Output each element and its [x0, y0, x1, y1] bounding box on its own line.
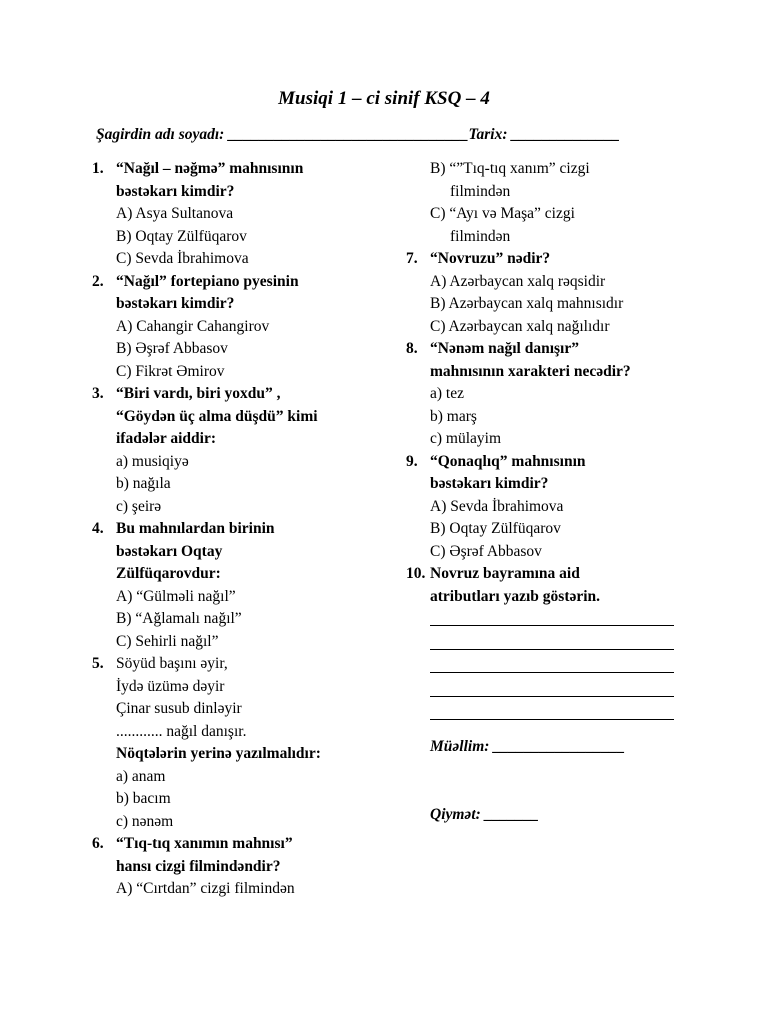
question-5	[92, 653, 392, 676]
answer-option[interactable]: B) Oqtay Zülfüqarov	[430, 520, 561, 537]
question-number: 6.	[92, 835, 104, 852]
question-text: Novruz bayramına aid	[430, 565, 580, 582]
answer-option[interactable]: a) tez	[430, 385, 464, 402]
question-number: 1.	[92, 160, 104, 177]
question-text: “Nağıl” fortepiano pyesinin	[116, 272, 299, 290]
answer-option[interactable]: C) Azərbaycan xalq nağılıdır	[430, 317, 610, 335]
answer-line[interactable]	[430, 632, 674, 650]
question-6	[92, 833, 392, 856]
answer-option[interactable]: C) Fikrət Əmirov	[116, 362, 225, 380]
question-text: “Novruzu” nədir?	[430, 250, 551, 267]
answer-option[interactable]: A) “Cırtdan” cizgi filmindən	[116, 880, 295, 897]
date-field[interactable]: ______________	[511, 126, 620, 143]
question-text: Nöqtələrin yerinə yazılmalıdır:	[116, 745, 321, 762]
question-1	[92, 158, 392, 181]
question-4	[92, 518, 392, 541]
question-number: 10.	[406, 565, 426, 582]
question-number: 7.	[406, 250, 418, 267]
question-number: 2.	[92, 272, 104, 290]
student-info-line	[96, 126, 620, 144]
answer-option[interactable]: b) nağıla	[116, 475, 171, 492]
date-label: Tarix:	[468, 126, 512, 143]
question-text: bəstəkarı kimdir?	[116, 295, 235, 312]
question-text: bəstəkarı Oqtay	[116, 542, 223, 560]
page-title: Musiqi 1 – ci sinif KSQ – 4	[278, 88, 490, 109]
answer-line[interactable]	[430, 655, 674, 673]
answer-option[interactable]: a) anam	[116, 767, 166, 785]
question-number: 8.	[406, 340, 418, 357]
question-number: 9.	[406, 452, 418, 470]
answer-option[interactable]: c) şeirə	[116, 497, 162, 515]
grade-field[interactable]: _______	[484, 805, 539, 823]
question-text: atributları yazıb göstərin.	[430, 587, 601, 605]
answer-option[interactable]: A) Azərbaycan xalq rəqsidir	[430, 272, 606, 290]
question-text: “Göydən üç alma düşdü” kimi	[116, 407, 318, 425]
grade-line	[406, 804, 696, 827]
teacher-line	[406, 736, 696, 759]
answer-line[interactable]	[430, 702, 674, 720]
question-number: 3.	[92, 385, 104, 402]
question-text: “Biri vardı, biri yoxdu” ,	[116, 385, 281, 402]
answer-option[interactable]: B) Əşrəf Abbasov	[116, 340, 228, 357]
answer-option[interactable]: A) Cahangir Cahangirov	[116, 317, 270, 335]
answer-option[interactable]: B) “”Tıq-tıq xanım” cizgi	[430, 160, 590, 177]
answer-option[interactable]: B) “Ağlamalı nağıl”	[116, 610, 242, 627]
answer-option[interactable]: b) marş	[430, 407, 477, 425]
answer-option[interactable]: C) “Ayı və Maşa” cizgi	[430, 205, 575, 222]
answer-option[interactable]: b) bacım	[116, 790, 171, 807]
question-3	[92, 383, 392, 406]
name-label: Şagirdin adı soyadı:	[96, 126, 229, 143]
teacher-field[interactable]: _________________	[493, 738, 626, 755]
right-column	[406, 158, 696, 826]
answer-option-continued: filmindən	[450, 227, 511, 245]
answer-option[interactable]: A) “Gülməli nağıl”	[116, 587, 236, 605]
question-8	[406, 338, 696, 361]
answer-option[interactable]: c) mülayim	[430, 430, 502, 447]
question-text: Bu mahnılardan birinin	[116, 520, 275, 537]
question-text: “Qonaqlıq” mahnısının	[430, 452, 586, 470]
question-text: mahnısının xarakteri necədir?	[430, 362, 631, 380]
answer-option[interactable]: B) Azərbaycan xalq mahnısıdır	[430, 295, 624, 312]
answer-option[interactable]: C) Sevda İbrahimova	[116, 250, 249, 267]
left-column	[92, 158, 392, 901]
question-2	[92, 271, 392, 294]
question-10	[406, 563, 696, 586]
answer-line[interactable]	[430, 608, 674, 626]
poem-line: Söyüd başını əyir,	[116, 655, 228, 672]
poem-line: Çinar susub dinləyir	[116, 700, 242, 717]
grade-label: Qiymət:	[430, 805, 485, 823]
question-text: hansı cizgi filmindəndir?	[116, 857, 281, 875]
answer-option[interactable]: C) Sehirli nağıl”	[116, 632, 219, 650]
teacher-label: Müəllim:	[430, 738, 494, 755]
question-text: ifadələr aiddir:	[116, 430, 217, 447]
answer-option[interactable]: B) Oqtay Zülfüqarov	[116, 227, 247, 245]
question-text: “Nənəm nağıl danışır”	[430, 340, 579, 357]
answer-line[interactable]	[430, 679, 674, 697]
answer-option[interactable]: c) nənəm	[116, 812, 174, 830]
name-field[interactable]: _______________________________	[228, 126, 469, 143]
question-text: bəstəkarı kimdir?	[430, 475, 549, 492]
question-text: “Nağıl – nəğmə” mahnısının	[116, 160, 304, 177]
answer-option[interactable]: C) Əşrəf Abbasov	[430, 542, 542, 560]
question-text: bəstəkarı kimdir?	[116, 182, 235, 200]
question-number: 5.	[92, 655, 104, 672]
answer-option[interactable]: A) Sevda İbrahimova	[430, 497, 564, 515]
question-number: 4.	[92, 520, 104, 537]
answer-option-continued: filmindən	[450, 182, 511, 200]
question-text: “Tıq-tıq xanımın mahnısı”	[116, 835, 293, 852]
answer-option[interactable]: A) Asya Sultanova	[116, 205, 234, 222]
poem-line: İydə üzümə dəyir	[116, 677, 225, 695]
question-9	[406, 451, 696, 474]
answer-option[interactable]: a) musiqiyə	[116, 452, 189, 470]
question-7	[406, 248, 696, 271]
question-text: Zülfüqarovdur:	[116, 565, 221, 582]
poem-line: ............ nağıl danışır.	[116, 722, 247, 740]
